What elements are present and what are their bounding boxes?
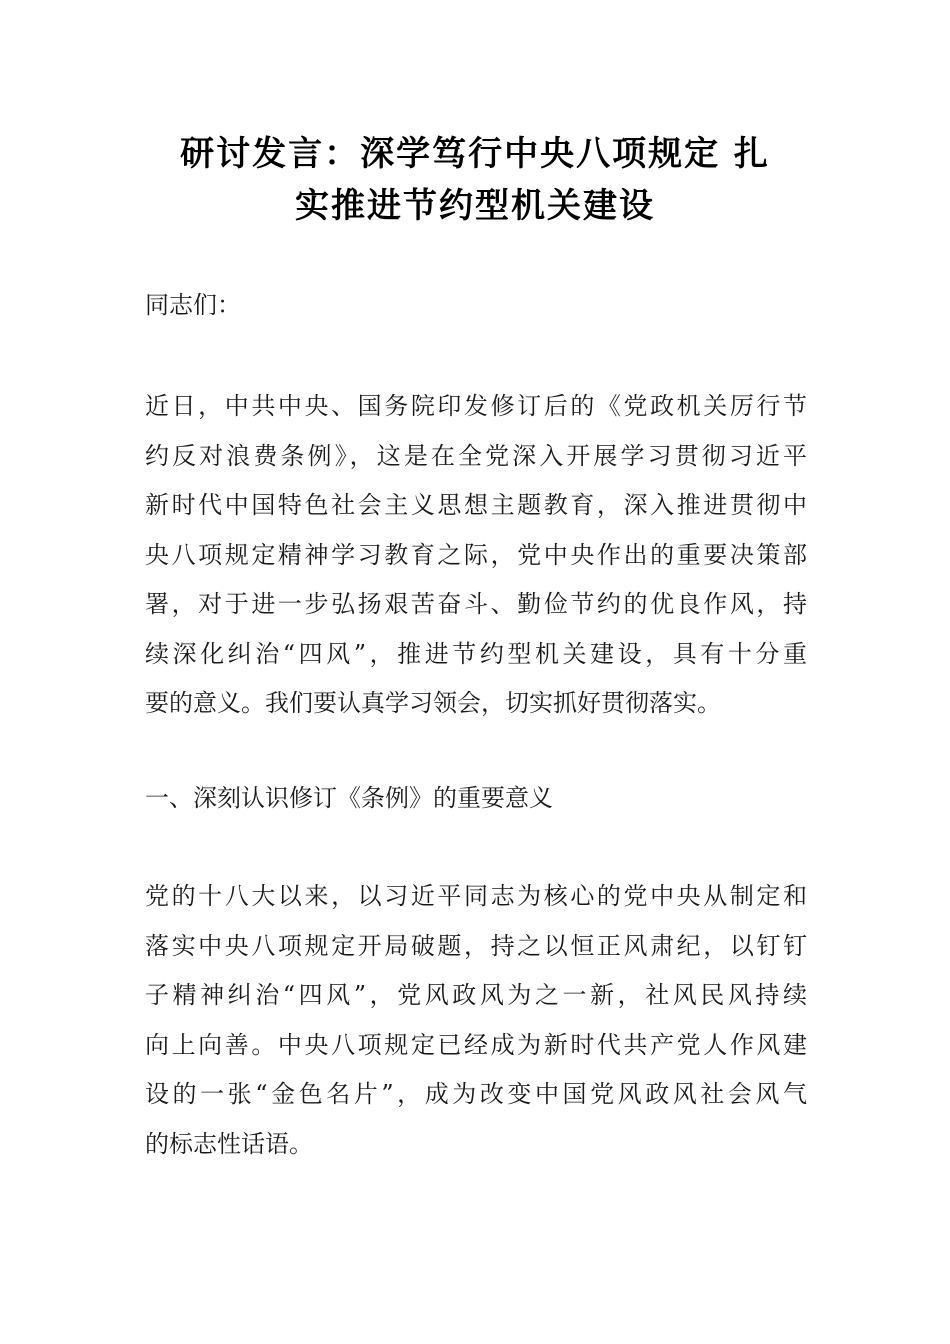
section-heading: 一、深刻认识修订《条例》的重要意义 (145, 784, 553, 812)
paragraph-line: 续深化纠治“四风”，推进节约型机关建设，具有十分重 (145, 639, 807, 668)
paragraph-line: 落实中央八项规定开局破题，持之以恒正风肃纪，以钉钉 (145, 931, 807, 960)
paragraph-line: 党的十八大以来，以习近平同志为核心的党中央从制定和 (145, 882, 807, 910)
document-title (140, 128, 810, 232)
paragraph-line: 子精神纠治“四风”，党风政风为之一新，社风民风持续 (145, 981, 807, 1009)
paragraph-line: 要的意义。我们要认真学习领会，切实抓好贯彻落实。 (145, 689, 721, 717)
paragraph-section-one (145, 872, 807, 1169)
paragraph-line: 署，对于进一步弘扬艰苦奋斗、勤俭节约的优良作风，持 (145, 590, 807, 618)
paragraph-line: 向上向善。中央八项规定已经成为新时代共产党人作风建 (145, 1030, 807, 1059)
paragraph-line: 央八项规定精神学习教育之际，党中央作出的重要决策部 (145, 540, 807, 569)
paragraph-line: 设的一张“金色名片”，成为改变中国党风政风社会风气 (145, 1080, 807, 1108)
paragraph-line: 约反对浪费条例》，这是在全党深入开展学习贯彻习近平 (145, 441, 807, 470)
paragraph-intro (145, 382, 807, 729)
paragraph-line: 新时代中国特色社会主义思想主题教育，深入推进贯彻中 (145, 491, 807, 519)
greeting: 同志们： (145, 291, 241, 319)
paragraph-line: 近日，中共中央、国务院印发修订后的《党政机关厉行节 (145, 392, 807, 420)
paragraph-line: 的标志性话语。 (145, 1129, 313, 1158)
title-line: 研讨发言：深学笃行中央八项规定 扎 (180, 134, 770, 174)
title-line: 实推进节约型机关建设 (295, 186, 655, 226)
